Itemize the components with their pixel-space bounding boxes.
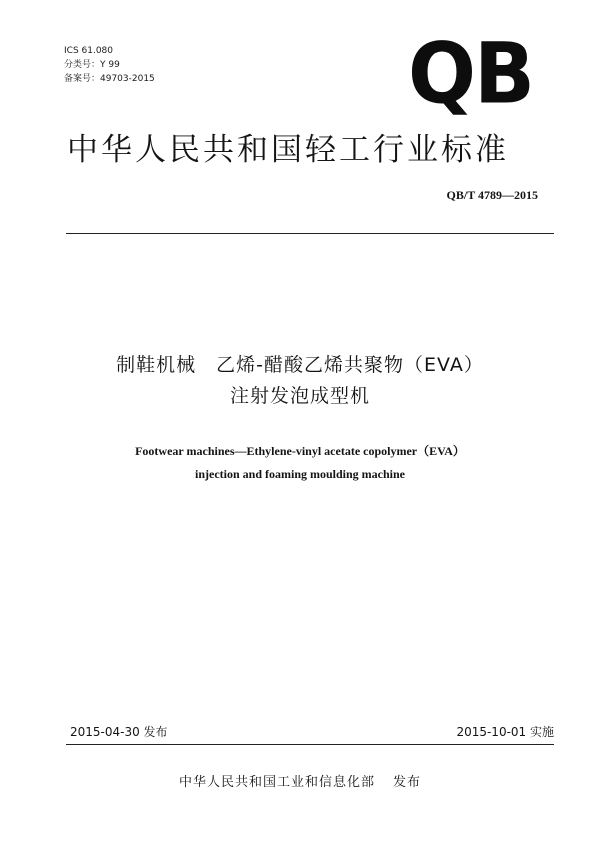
chinese-title-line-2: 注射发泡成型机 [229,385,370,407]
top-divider [66,233,554,234]
qb-logo: QB [408,24,533,123]
chinese-title-line-1: 制鞋机械 乙烯-醋酸乙烯共聚物（EVA） [116,354,484,376]
record-number: 备案号：49703-2015 [64,74,155,84]
implementation-date: 2015-10-01 实施 [456,725,554,739]
english-title-line-2: injection and foaming moulding machine [194,467,406,481]
ics-code: ICS 61.080 [64,46,114,56]
english-title-line-1: Footwear machines—Ethylene-vinyl acetate copolymer（EVA） [135,444,465,458]
issuing-organization: 中华人民共和国工业和信息化部 [178,775,375,790]
issue-action: 发布 [393,775,422,790]
issue-date: 2015-04-30 发布 [70,725,168,739]
classification-number: 分类号：Y 99 [64,60,120,70]
standard-code: QB/T 4789—2015 [446,188,538,202]
issuer-line [0,774,600,792]
standard-category-title: 中华人民共和国轻工行业标准 [67,132,509,168]
bottom-divider [66,744,554,745]
